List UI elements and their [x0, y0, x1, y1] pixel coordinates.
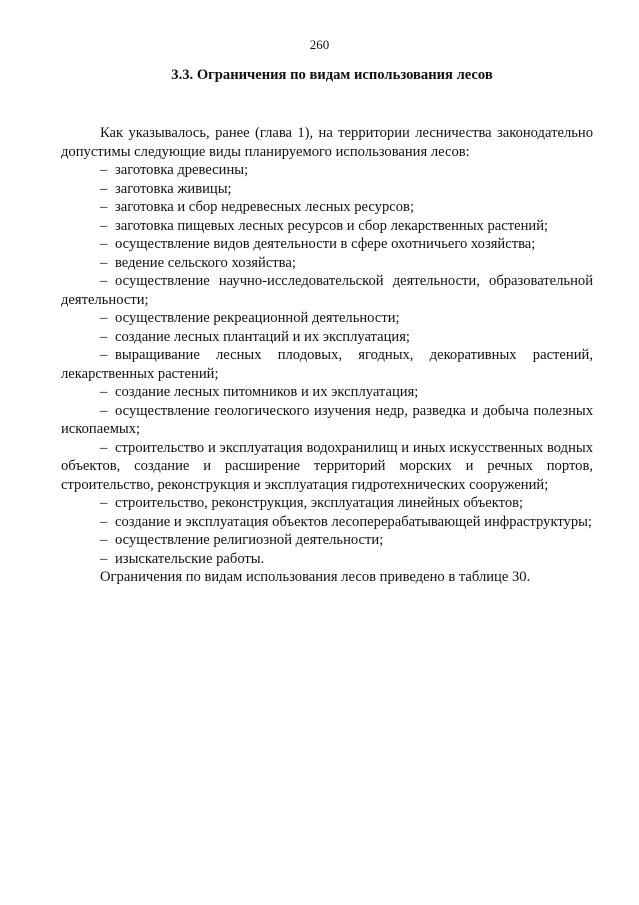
list-item: [61, 383, 593, 402]
list-item-text: создание и эксплуатация объектов лесоперерабатывающей инфраструктуры;: [115, 513, 592, 530]
list-item-text: осуществление геологического изучения недр, разведка и добыча полезных ископаемых;: [61, 402, 593, 437]
list-item: [61, 328, 593, 347]
list-dash: –: [100, 328, 108, 345]
list-item-text: заготовка древесины;: [115, 162, 249, 178]
list-item: [61, 254, 593, 273]
list-item-text: осуществление рекреационной деятельности;: [115, 310, 400, 326]
list-item: [61, 531, 593, 550]
list-item-text: осуществление научно-исследовательской деятельности, образовательной деятельности;: [61, 273, 593, 308]
list-item-text: выращивание лесных плодовых, ягодных, декоративных растений, лекарственных растений;: [61, 347, 593, 382]
list-item: [61, 402, 593, 439]
list-dash: –: [100, 532, 108, 548]
list-item: [61, 180, 593, 199]
list-item-text: строительство, реконструкция, эксплуатация линейных объектов;: [115, 495, 524, 511]
list-item-text: осуществление религиозной деятельности;: [115, 532, 384, 548]
list-item-text: осуществление видов деятельности в сфере охотничьего хозяйства;: [115, 236, 536, 252]
list-item: [61, 550, 593, 569]
list-item: [61, 217, 593, 236]
section-heading: 3.3. Ограничения по видам использования лесов: [171, 67, 493, 83]
intro-paragraph: Как указывалось, ранее (глава 1), на территории лесничества законодательно допустимы следующие виды планируемого использования лесов:: [61, 125, 593, 160]
closing-paragraph: Ограничения по видам использования лесов приведено в таблице 30.: [100, 569, 531, 585]
list-dash: –: [100, 384, 108, 400]
document-body: [61, 124, 593, 587]
list-item: [61, 494, 593, 513]
list-item: [61, 439, 593, 495]
list-dash: –: [100, 439, 108, 456]
list-item-text: строительство и эксплуатация водохранилищ и иных искусственных водных объектов, создание и расширение территорий морских и речных портов, строительство, реконструкция и эксплуатация гидротехнических сооружений;: [61, 439, 593, 493]
list-dash: –: [100, 310, 108, 326]
list-item: [61, 272, 593, 309]
list-dash: –: [100, 513, 108, 530]
list-item: [61, 198, 593, 217]
list-item-text: создание лесных питомников и их эксплуатация;: [115, 384, 419, 400]
list-dash: –: [100, 273, 108, 289]
list-dash: –: [100, 402, 108, 419]
list-item: [61, 235, 593, 254]
list-item-text: ведение сельского хозяйства;: [115, 254, 296, 271]
list-item-text: заготовка и сбор недревесных лесных ресурсов;: [115, 199, 414, 215]
list-item-text: заготовка живицы;: [115, 180, 232, 197]
page-number: 260: [309, 37, 330, 52]
list-dash: –: [100, 162, 108, 178]
list-dash: –: [100, 550, 108, 567]
list-item-text: заготовка пищевых лесных ресурсов и сбор лекарственных растений;: [115, 217, 549, 234]
list-dash: –: [100, 199, 108, 215]
list-dash: –: [100, 236, 108, 252]
list-item: [61, 513, 593, 532]
list-dash: –: [100, 347, 108, 363]
list-item: [61, 161, 593, 180]
list-item: [61, 309, 593, 328]
list-dash: –: [100, 217, 108, 234]
usage-types-list: [61, 161, 593, 568]
list-item-text: изыскательские работы.: [115, 550, 265, 567]
list-dash: –: [100, 495, 108, 511]
list-dash: –: [100, 180, 108, 197]
list-dash: –: [100, 254, 108, 271]
list-item: [61, 346, 593, 383]
list-item-text: создание лесных плантаций и их эксплуатация;: [115, 328, 410, 345]
